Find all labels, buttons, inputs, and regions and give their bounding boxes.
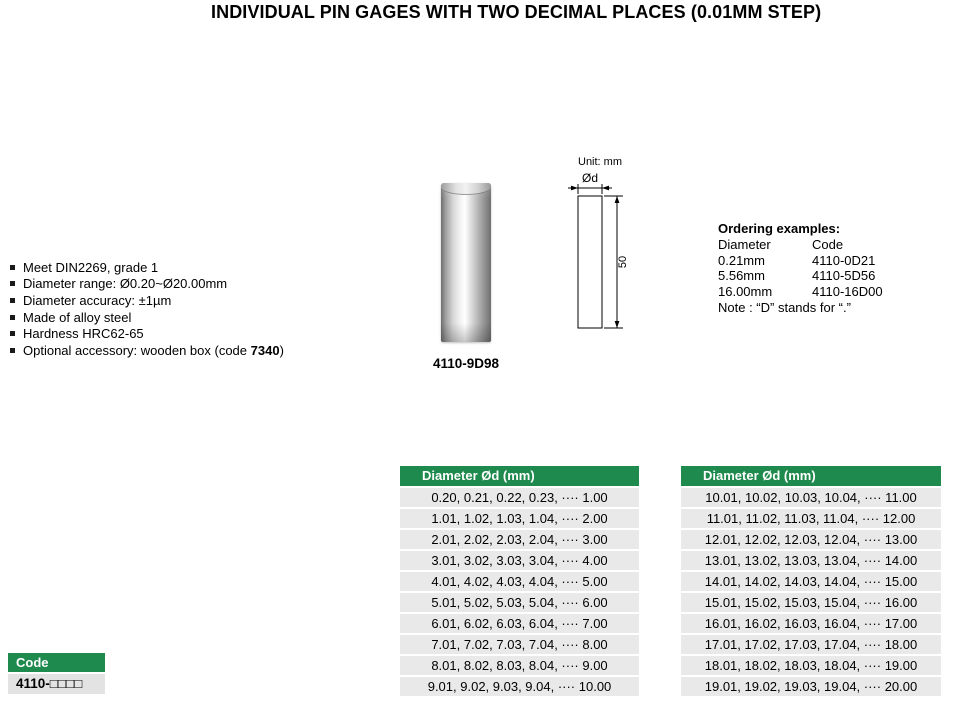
dimension-drawing [556, 150, 648, 345]
pin-outline-rect [578, 196, 602, 328]
ordering-diameter: 5.56mm [718, 268, 765, 284]
table-row: 13.01, 13.02, 13.03, 13.04, ···· 14.00 [681, 551, 941, 570]
feature-item-label: Hardness HRC62-65 [23, 326, 144, 342]
table-row: 18.01, 18.02, 18.03, 18.04, ···· 19.00 [681, 656, 941, 675]
ordering-col-code: Code [812, 237, 844, 253]
table-header: Diameter Ød (mm) [681, 466, 941, 486]
ordering-title: Ordering examples: [718, 221, 841, 236]
table-row: 16.01, 16.02, 16.03, 16.04, ···· 17.00 [681, 614, 941, 633]
ordering-code: 4110-5D56 [812, 268, 876, 284]
table-row: 0.20, 0.21, 0.22, 0.23, ···· 1.00 [400, 488, 639, 507]
length-dim-label: 50 [617, 255, 629, 269]
ordering-code: 4110-16D00 [812, 283, 883, 299]
arrowhead-icon [602, 186, 609, 191]
bullet-icon [10, 348, 15, 353]
code-table [8, 653, 105, 696]
table-row: 4.01, 4.02, 4.03, 4.04, ···· 5.00 [400, 572, 639, 591]
feature-item-label [23, 343, 284, 358]
diameter-table-right [681, 466, 941, 698]
feature-item [10, 276, 284, 293]
bullet-icon [10, 298, 15, 303]
diameter-table-left [400, 466, 639, 698]
bullet-icon [10, 315, 15, 320]
ordering-examples [718, 221, 883, 315]
bullet-icon [10, 331, 15, 336]
table-header: Diameter Ød (mm) [400, 466, 639, 486]
table-row: 15.01, 15.02, 15.03, 15.04, ···· 16.00 [681, 593, 941, 612]
table-row: 8.01, 8.02, 8.03, 8.04, ···· 9.00 [400, 656, 639, 675]
ordering-grid [718, 237, 883, 299]
feature-item [10, 342, 284, 359]
diameter-dim-label: Ød [582, 171, 599, 185]
table-row: 10.01, 10.02, 10.03, 10.04, ···· 11.00 [681, 488, 941, 507]
arrowhead-icon [615, 196, 620, 203]
arrowhead-icon [571, 186, 578, 191]
arrowhead-icon [615, 321, 620, 328]
feature-item [10, 325, 284, 342]
bullet-icon [10, 265, 15, 270]
feature-item-label: Diameter accuracy: ±1µm [23, 292, 172, 308]
feature-optional-suffix: ) [279, 342, 284, 358]
table-row: 14.01, 14.02, 14.03, 14.04, ···· 15.00 [681, 572, 941, 591]
ordering-diameter: 16.00mm [718, 283, 773, 299]
feature-item-label: Made of alloy steel [23, 309, 132, 325]
feature-item-label: Meet DIN2269, grade 1 [23, 259, 159, 275]
table-row: 12.01, 12.02, 12.03, 12.04, ···· 13.00 [681, 530, 941, 549]
table-row: 19.01, 19.02, 19.03, 19.04, ···· 20.00 [681, 677, 941, 696]
table-row: 9.01, 9.02, 9.03, 9.04, ···· 10.00 [400, 677, 639, 696]
table-row: 1.01, 1.02, 1.03, 1.04, ···· 2.00 [400, 509, 639, 528]
feature-optional-prefix: Optional accessory: wooden box (code [23, 342, 251, 358]
ordering-note: Note : “D” stands for “.” [718, 300, 851, 316]
table-row: 5.01, 5.02, 5.03, 5.04, ···· 6.00 [400, 593, 639, 612]
ordering-code: 4110-0D21 [812, 252, 876, 268]
feature-optional-code: 7340 [250, 342, 280, 358]
ordering-col-diameter: Diameter [718, 237, 771, 253]
table-row: 7.01, 7.02, 7.03, 7.04, ···· 8.00 [400, 635, 639, 654]
ordering-diameter: 0.21mm [718, 252, 765, 268]
pin-top-cap-icon [441, 183, 491, 195]
bullet-icon [10, 281, 15, 286]
code-value: 4110-□□□□ [8, 674, 105, 694]
feature-item [10, 309, 284, 326]
table-row: 2.01, 2.02, 2.03, 2.04, ···· 3.00 [400, 530, 639, 549]
feature-item-label: Diameter range: Ø0.20~Ø20.00mm [23, 276, 228, 292]
page-title: INDIVIDUAL PIN GAGES WITH TWO DECIMAL PLACES (0.01MM STEP) [211, 2, 822, 22]
product-model-label: 4110-9D98 [432, 356, 500, 371]
table-row: 6.01, 6.02, 6.03, 6.04, ···· 7.00 [400, 614, 639, 633]
table-row: 17.01, 17.02, 17.03, 17.04, ···· 18.00 [681, 635, 941, 654]
feature-item [10, 259, 284, 276]
table-row: 3.01, 3.02, 3.03, 3.04, ···· 4.00 [400, 551, 639, 570]
feature-item [10, 292, 284, 309]
code-table-header: Code [8, 653, 105, 672]
unit-label: Unit: mm [578, 156, 622, 168]
feature-list [10, 259, 284, 359]
table-row: 11.01, 11.02, 11.03, 11.04, ···· 12.00 [681, 509, 941, 528]
pin-gage-image [441, 183, 491, 342]
